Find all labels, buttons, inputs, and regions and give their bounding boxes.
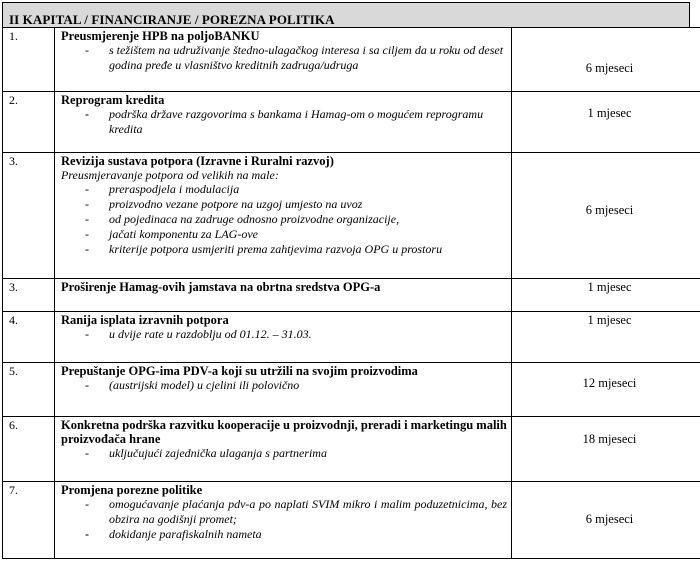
row-content (55, 153, 512, 279)
dash-bullet-icon: - (85, 182, 89, 196)
row-content (55, 363, 512, 417)
dash-bullet-icon: - (85, 327, 89, 341)
section-title: II KAPITAL / FINANCIRANJE / POREZNA POLITIKA (9, 12, 335, 27)
bullet-text: jačati komponentu za LAG-ove (109, 227, 258, 241)
bullet-text: s težištem na udruživanje štedno-ulagačkog interesa i sa ciljem da u roku od deset godina pređe u vlasništvo kreditnih zadruga/udruga (109, 43, 504, 72)
bullet-list (61, 107, 507, 137)
dash-bullet-icon: - (85, 43, 89, 57)
row-number: 6. (3, 417, 55, 482)
table-row (3, 28, 700, 92)
bullet-text: proizvodno vezane potpore na uzgoj umjesto na uvoz (109, 197, 363, 211)
table-row (3, 153, 700, 279)
row-title: Reprogram kredita (61, 93, 165, 107)
dash-bullet-icon: - (85, 527, 89, 541)
row-duration: 1 mjesec (587, 106, 632, 120)
list-item (61, 497, 507, 527)
row-duration-cell (512, 153, 700, 279)
list-item (61, 182, 507, 197)
row-content (55, 28, 512, 92)
row-title: Revizija sustava potpora (Izravne i Ruralni razvoj) (61, 154, 334, 168)
row-content (55, 92, 512, 153)
bullet-text: u dvije rate u razdoblju od 01.12. – 31.03. (109, 327, 312, 341)
row-duration-cell (512, 363, 700, 417)
bullet-text: podrška državе razgovorima s bankama i Hamag-om o mogućem reprogramu kredita (109, 107, 484, 136)
bullet-text: kriterije potpora usmjeriti prema zahtjevima razvoja OPG u prostoru (109, 242, 443, 256)
bullet-text: (austrijski model) u cjelini ili polovično (109, 378, 300, 392)
bullet-list (61, 446, 507, 461)
list-item (61, 197, 507, 212)
table-row (3, 417, 700, 482)
bullet-text: dokidanje parafiskalnih nameta (109, 527, 262, 541)
row-title: Preusmjerenje HPB na poljoBANKU (61, 29, 260, 43)
row-number: 2. (3, 92, 55, 153)
row-duration: 12 mjeseci (582, 376, 637, 390)
row-subtitle: Preusmjeravanje potpora od velikih na male: (61, 168, 279, 182)
dash-bullet-icon: - (85, 446, 89, 460)
row-content (55, 482, 512, 559)
bullet-text: uključujući zajednička ulaganja s partnerima (109, 446, 327, 460)
dash-bullet-icon: - (85, 227, 89, 241)
bullet-list (61, 327, 507, 342)
row-duration-cell (512, 312, 700, 363)
list-item (61, 227, 507, 242)
row-number: 7. (3, 482, 55, 559)
table-row (3, 363, 700, 417)
table-row (3, 482, 700, 559)
row-duration: 6 mjeseci (585, 61, 634, 75)
list-item (61, 527, 507, 542)
table-row (3, 312, 700, 363)
bullet-text: omogućavanje plaćanja pdv-a po naplati SVIM mikro i malim poduzetnicima, bez obzira na godišnji promet; (109, 497, 507, 526)
row-title: Prepuštanje OPG-ima PDV-a koji su utržili na svojim proizvodima (61, 364, 418, 378)
row-duration-cell (512, 92, 700, 153)
row-title: Konkretna podrška razvitku kooperacije u proizvodnji, preradi i marketingu malih proizvođača hrane (61, 418, 507, 446)
row-number: 4. (3, 312, 55, 363)
dash-bullet-icon: - (85, 212, 89, 226)
row-title: Promjena porezne politike (61, 483, 203, 497)
row-duration-cell (512, 417, 700, 482)
row-duration-cell (512, 28, 700, 92)
bullet-list (61, 182, 507, 257)
bullet-text: preraspodjela i modulacija (109, 182, 240, 196)
list-item (61, 327, 507, 342)
bullet-list (61, 497, 507, 542)
row-duration: 6 mjeseci (585, 512, 634, 526)
row-number: 3. (3, 153, 55, 279)
dash-bullet-icon: - (85, 242, 89, 256)
row-duration-cell (512, 482, 700, 559)
row-title: Ranija isplata izravnih potpora (61, 313, 229, 327)
row-number: 5. (3, 363, 55, 417)
row-content (55, 417, 512, 482)
row-duration: 6 mjeseci (585, 203, 634, 217)
dash-bullet-icon: - (85, 378, 89, 392)
dash-bullet-icon: - (85, 197, 89, 211)
row-duration: 18 mjeseci (582, 432, 637, 446)
list-item (61, 212, 507, 227)
dash-bullet-icon: - (85, 107, 89, 121)
bullet-list (61, 378, 507, 393)
bullet-text: od pojedinaca na zadruge odnosno proizvodne organizacije, (109, 212, 400, 226)
table-row (3, 279, 700, 312)
row-number: 3. (3, 279, 55, 312)
row-duration: 1 mjesec (587, 313, 632, 327)
list-item (61, 446, 507, 461)
list-item (61, 242, 507, 257)
list-item (61, 107, 507, 137)
row-number: 1. (3, 28, 55, 92)
bullet-list (61, 43, 507, 73)
row-duration: 1 mjesec (587, 280, 632, 294)
row-content (55, 279, 512, 312)
section-header (2, 2, 690, 28)
row-duration-cell (512, 279, 700, 312)
list-item (61, 378, 507, 393)
list-item (61, 43, 507, 73)
row-title: Proširenje Hamag-ovih jamstava na obrtna sredstva OPG-a (61, 280, 381, 294)
measures-table (2, 27, 700, 559)
row-content (55, 312, 512, 363)
dash-bullet-icon: - (85, 497, 89, 511)
table-row (3, 92, 700, 153)
